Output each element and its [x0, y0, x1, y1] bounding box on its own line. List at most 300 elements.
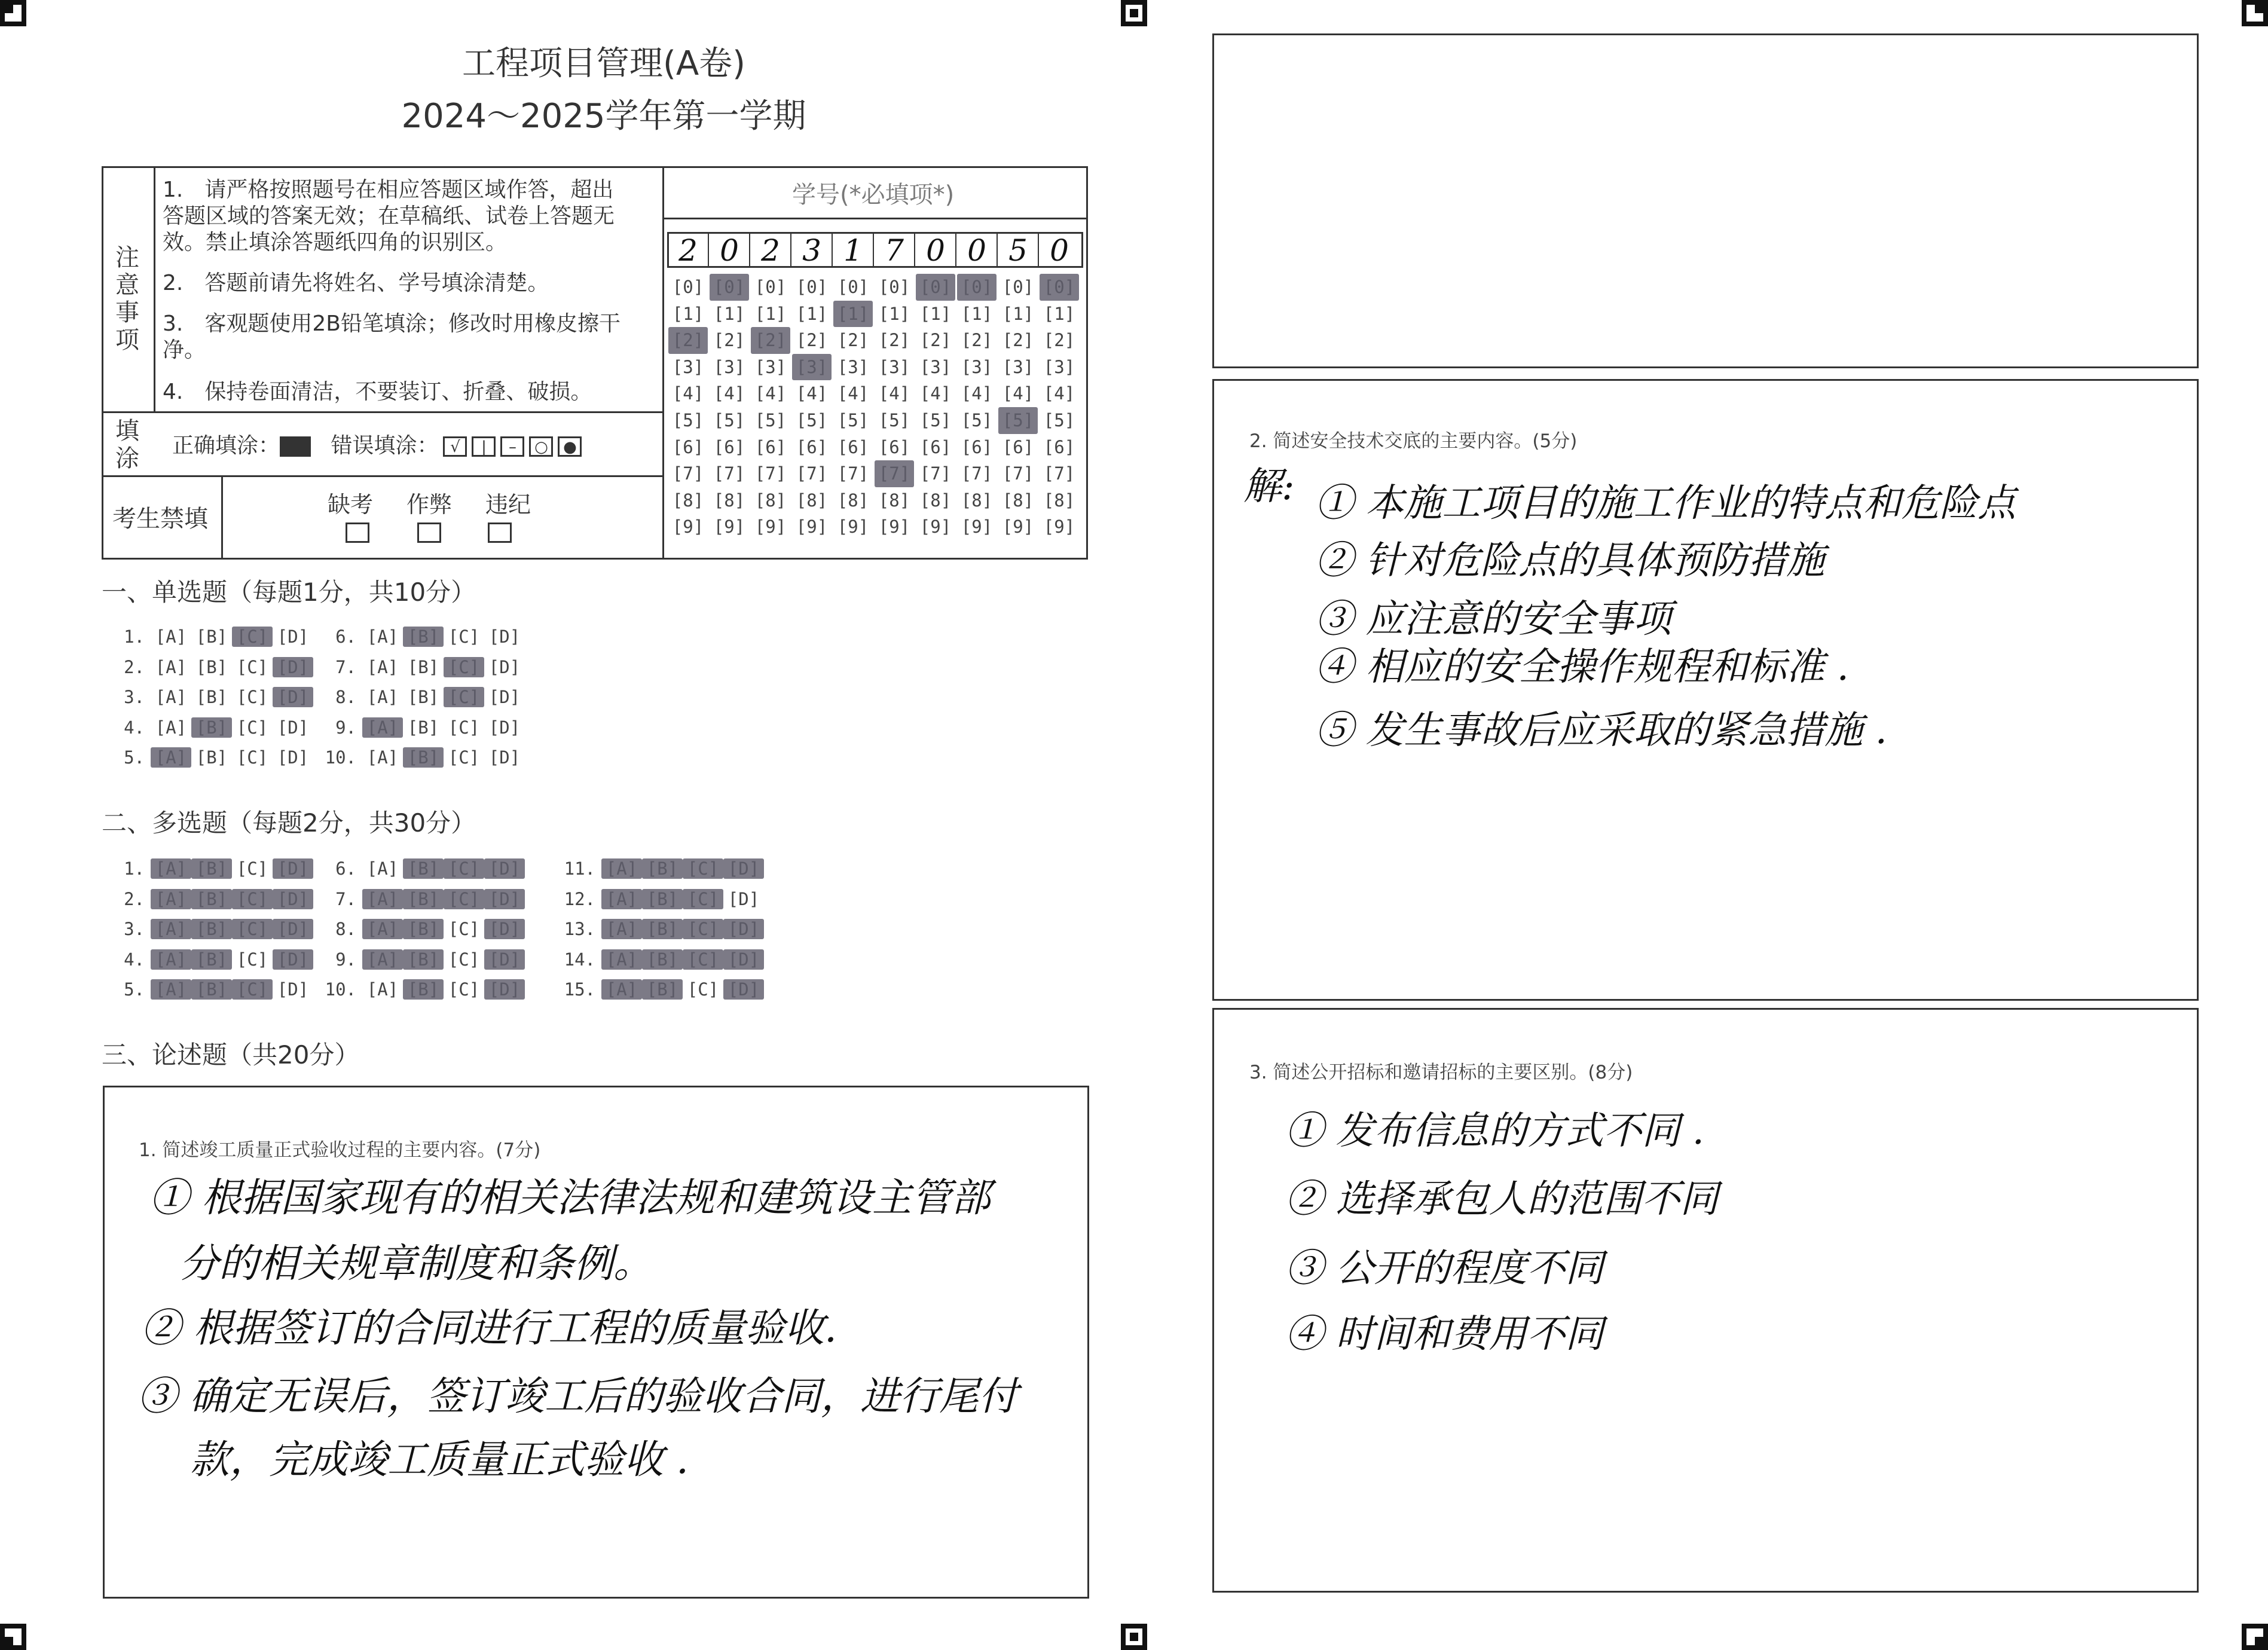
student-id-bubble[interactable]: [6] — [837, 436, 869, 457]
option-bubble[interactable]: [B] — [403, 747, 444, 768]
option-bubble[interactable]: [A] — [601, 949, 642, 970]
student-id-bubble[interactable]: [5] — [998, 407, 1038, 434]
question-row — [111, 919, 313, 939]
question-row — [323, 687, 525, 707]
option-bubble[interactable]: [C] — [683, 919, 723, 939]
option-bubble[interactable]: [B] — [195, 747, 228, 768]
option-bubble[interactable]: [B] — [642, 979, 683, 1000]
option-bubble[interactable]: [A] — [366, 627, 399, 647]
question-number: 6. — [335, 858, 356, 879]
student-id-bubble[interactable]: [4] — [1043, 383, 1075, 404]
student-id-bubble[interactable]: [1] — [919, 303, 952, 324]
student-id-bubble[interactable]: [3] — [672, 356, 704, 377]
student-id-digit: 0 — [916, 233, 956, 268]
student-id-bubble[interactable]: [3] — [754, 356, 787, 377]
option-bubble[interactable]: [A] — [151, 889, 191, 909]
question-number: 6. — [335, 627, 356, 647]
student-id-bubble[interactable]: [3] — [837, 356, 869, 377]
option-bubble[interactable]: [D] — [273, 919, 313, 939]
option-bubble[interactable]: [C] — [448, 717, 480, 738]
corner-marker-tl — [0, 0, 26, 26]
student-id-bubble[interactable]: [2] — [1043, 330, 1075, 351]
option-bubble[interactable]: [B] — [407, 687, 439, 707]
student-id-bubble[interactable]: [8] — [713, 490, 745, 511]
option-bubble[interactable]: [D] — [723, 919, 764, 939]
question-row — [562, 979, 764, 1000]
student-id-bubble[interactable]: [3] — [1002, 356, 1034, 377]
option-bubble[interactable]: [A] — [151, 919, 191, 939]
question-number: 2. — [124, 656, 145, 677]
option-bubble[interactable]: [A] — [362, 717, 403, 738]
option-bubble[interactable]: [B] — [403, 919, 444, 939]
question-number: 15. — [564, 979, 595, 1000]
option-bubble[interactable]: [B] — [195, 687, 228, 707]
student-id-bubble[interactable]: [2] — [713, 330, 745, 351]
student-id-bubble[interactable]: [3] — [961, 356, 993, 377]
student-id-bubble[interactable]: [0] — [1002, 277, 1034, 297]
student-id-digit: 0 — [710, 233, 750, 268]
exam-term: 2024～2025学年第一学期 — [401, 97, 806, 136]
option-bubble[interactable]: [A] — [601, 919, 642, 939]
student-id-bubble[interactable]: [2] — [961, 330, 993, 351]
option-bubble[interactable]: [D] — [488, 687, 521, 707]
question-row — [111, 858, 313, 879]
question-number: 8. — [335, 687, 356, 707]
option-bubble[interactable]: [C] — [236, 656, 268, 677]
single-choice-heading: 一、单选题（每题1分，共10分） — [102, 578, 476, 607]
question-number: 9. — [335, 949, 356, 970]
essay-q2-line-4: ④ 相应的安全操作规程和标准 . — [1315, 645, 1850, 689]
student-id-bubble[interactable]: [4] — [713, 383, 745, 404]
student-id-bubble[interactable]: [7] — [1043, 463, 1075, 484]
option-bubble[interactable]: [D] — [273, 949, 313, 970]
essay-q3-line-2: ② 选择承包人的范围不同 — [1285, 1177, 1719, 1221]
option-bubble[interactable]: [B] — [191, 889, 232, 909]
option-bubble[interactable]: [C] — [232, 979, 273, 1000]
student-id-bubble[interactable]: [2] — [796, 330, 828, 351]
student-id-bubble[interactable]: [5] — [1043, 410, 1075, 430]
student-id-digit: 1 — [833, 233, 874, 268]
student-id-bubble[interactable]: [2] — [837, 330, 869, 351]
essay-q1-line-5: 款，完成竣工质量正式验收 . — [190, 1437, 689, 1483]
option-bubble[interactable]: [A] — [155, 656, 187, 677]
student-id-bubble[interactable]: [3] — [878, 356, 910, 377]
question-number: 10. — [325, 747, 356, 768]
option-bubble[interactable]: [B] — [642, 949, 683, 970]
option-bubble[interactable]: [A] — [366, 687, 399, 707]
option-bubble[interactable]: [C] — [232, 627, 273, 647]
student-id-bubble[interactable]: [1] — [1002, 303, 1034, 324]
option-bubble[interactable]: [D] — [484, 858, 525, 879]
option-bubble[interactable]: [A] — [362, 949, 403, 970]
student-id-bubble-column — [875, 274, 914, 540]
option-bubble[interactable]: [D] — [723, 949, 764, 970]
student-id-bubble[interactable]: [6] — [713, 436, 745, 457]
option-bubble[interactable]: [A] — [155, 687, 187, 707]
student-id-bubble[interactable]: [6] — [919, 436, 952, 457]
corner-marker-bm — [1121, 1624, 1147, 1650]
student-id-bubble[interactable]: [8] — [1043, 490, 1075, 511]
question-number: 1. — [124, 627, 145, 647]
question-number: 3. — [124, 687, 145, 707]
option-bubble[interactable]: [C] — [683, 858, 723, 879]
student-id-bubble[interactable]: [7] — [672, 463, 704, 484]
essay-q3-prompt: 3. 简述公开招标和邀请招标的主要区别。(8分) — [1249, 1062, 1633, 1083]
option-bubble[interactable]: [D] — [488, 747, 521, 768]
student-id-bubble[interactable]: [8] — [672, 490, 704, 511]
option-bubble[interactable]: [C] — [236, 717, 268, 738]
option-bubble[interactable]: [A] — [601, 889, 642, 909]
student-id-bubble[interactable]: [3] — [792, 354, 832, 381]
question-number: 1. — [124, 858, 145, 879]
student-id-bubble[interactable]: [7] — [713, 463, 745, 484]
essay-q1-line-4: ③ 确定无误后，签订竣工后的验收合同，进行尾付 — [137, 1373, 1018, 1419]
student-id-bubble-column — [668, 274, 708, 540]
student-id-bubble[interactable]: [4] — [796, 383, 828, 404]
student-id-bubble[interactable]: [0] — [710, 274, 749, 301]
student-id-bubble[interactable]: [4] — [919, 383, 952, 404]
student-id-bubble[interactable]: [1] — [713, 303, 745, 324]
wrong-dot-icon: ● — [558, 436, 582, 457]
absent-checkbox[interactable] — [346, 522, 369, 543]
fill-correct-sample — [280, 436, 311, 457]
wrong-circle-icon: ○ — [529, 436, 553, 457]
student-id-bubble[interactable]: [7] — [875, 460, 914, 487]
student-id-bubble[interactable]: [0] — [878, 277, 910, 297]
option-bubble[interactable]: [B] — [195, 656, 228, 677]
student-id-bubble[interactable]: [0] — [957, 274, 997, 301]
option-bubble[interactable]: [D] — [277, 979, 309, 1000]
question-row — [111, 717, 313, 738]
corner-marker-tm — [1121, 0, 1147, 26]
question-number: 10. — [325, 979, 356, 1000]
option-bubble[interactable]: [A] — [366, 656, 399, 677]
student-id-bubble[interactable]: [9] — [837, 517, 869, 537]
option-bubble[interactable]: [B] — [191, 717, 232, 738]
option-bubble[interactable]: [D] — [277, 747, 309, 768]
question-row — [111, 949, 313, 970]
multi-choice-heading: 二、多选题（每题2分，共30分） — [102, 808, 476, 838]
option-bubble[interactable]: [C] — [683, 949, 723, 970]
question-number: 4. — [124, 717, 145, 738]
option-bubble[interactable]: [D] — [723, 979, 764, 1000]
wrong-bar-icon: | — [472, 436, 496, 457]
fill-correct-label: 正确填涂： — [172, 433, 280, 458]
student-id-bubble[interactable]: [4] — [878, 383, 910, 404]
student-id-bubble[interactable]: [5] — [878, 410, 910, 430]
student-id-bubble[interactable]: [8] — [961, 490, 993, 511]
option-bubble[interactable]: [A] — [151, 979, 191, 1000]
option-bubble[interactable]: [A] — [366, 858, 399, 879]
option-bubble[interactable]: [C] — [444, 687, 484, 707]
student-id-digit: 2 — [751, 233, 791, 268]
student-id-bubble[interactable]: [6] — [672, 436, 704, 457]
option-bubble[interactable]: [A] — [362, 919, 403, 939]
question-row — [111, 747, 313, 768]
essay-q1-line-3: ② 根据签订的合同进行工程的质量验收. — [141, 1305, 837, 1351]
student-id-bubble[interactable]: [0] — [754, 277, 787, 297]
option-bubble[interactable]: [C] — [236, 858, 268, 879]
student-id-label: 学号(*必填项*) — [792, 181, 955, 209]
student-id-bubble[interactable]: [5] — [837, 410, 869, 430]
student-id-bubble-column — [1040, 274, 1079, 540]
student-id-bubble[interactable]: [1] — [796, 303, 828, 324]
essay-q3-box — [1212, 1008, 2199, 1593]
student-id-bubble[interactable]: [5] — [796, 410, 828, 430]
student-id-bubble[interactable]: [9] — [672, 517, 704, 537]
essay-q2-prompt: 2. 简述安全技术交底的主要内容。(5分) — [1249, 430, 1578, 452]
option-bubble[interactable]: [B] — [191, 949, 232, 970]
option-bubble[interactable]: [B] — [403, 979, 444, 1000]
option-bubble[interactable]: [A] — [151, 747, 191, 768]
student-id-bubble[interactable]: [8] — [919, 490, 952, 511]
student-id-bubble[interactable]: [4] — [754, 383, 787, 404]
student-id-bubble[interactable]: [1] — [961, 303, 993, 324]
student-id-digit: 2 — [668, 233, 709, 268]
question-row — [323, 627, 525, 647]
option-bubble[interactable]: [B] — [195, 627, 228, 647]
student-id-bubble[interactable]: [9] — [878, 517, 910, 537]
option-bubble[interactable]: [B] — [642, 858, 683, 879]
option-bubble[interactable]: [C] — [448, 919, 480, 939]
question-number: 3. — [124, 919, 145, 939]
question-number: 7. — [335, 656, 356, 677]
notice-item-1: 1. 请严格按照题号在相应答题区域作答，超出答题区域的答案无效；在草稿纸、试卷上答题无效。禁止填涂答题纸四角的识别区。 — [163, 178, 615, 255]
student-id-bubble[interactable]: [3] — [713, 356, 745, 377]
option-bubble[interactable]: [C] — [448, 979, 480, 1000]
student-id-bubble[interactable]: [2] — [919, 330, 952, 351]
option-bubble[interactable]: [A] — [155, 627, 187, 647]
student-id-bubble[interactable]: [8] — [878, 490, 910, 511]
student-id-bubble[interactable]: [5] — [919, 410, 952, 430]
student-id-bubble[interactable]: [9] — [1043, 517, 1075, 537]
notice-item-3: 3. 客观题使用2B铅笔填涂；修改时用橡皮擦干净。 — [163, 311, 621, 362]
option-bubble[interactable]: [D] — [488, 627, 521, 647]
student-id-bubble[interactable]: [1] — [878, 303, 910, 324]
question-row — [323, 657, 525, 677]
student-id-bubble[interactable]: [6] — [1002, 436, 1034, 457]
essay-q1-line-2: 分的相关规章制度和条例。 — [179, 1240, 653, 1287]
option-bubble[interactable]: [A] — [155, 717, 187, 738]
fill-correct-row — [172, 433, 582, 459]
option-bubble[interactable]: [D] — [277, 627, 309, 647]
student-id-bubble-column — [916, 274, 955, 540]
student-id-digit: 0 — [957, 233, 998, 268]
cheating-checkbox[interactable] — [417, 522, 441, 543]
student-id-bubble[interactable]: [5] — [754, 410, 787, 430]
student-id-bubble[interactable]: [8] — [1002, 490, 1034, 511]
option-bubble[interactable]: [B] — [191, 858, 232, 879]
option-bubble[interactable]: [C] — [683, 889, 723, 909]
student-id-bubble[interactable]: [9] — [961, 517, 993, 537]
option-bubble[interactable]: [C] — [236, 687, 268, 707]
essay-q3-line-4: ④ 时间和费用不同 — [1285, 1312, 1604, 1356]
option-bubble[interactable]: [C] — [448, 747, 480, 768]
option-bubble[interactable]: [C] — [448, 627, 480, 647]
question-row — [562, 858, 764, 879]
student-id-bubble[interactable]: [4] — [961, 383, 993, 404]
notice-item-2: 2. 答题前请先将姓名、学号填涂清楚。 — [163, 271, 549, 295]
option-bubble[interactable]: [D] — [484, 949, 525, 970]
option-bubble[interactable]: [A] — [151, 949, 191, 970]
option-bubble[interactable]: [B] — [403, 949, 444, 970]
student-id-bubble[interactable]: [4] — [1002, 383, 1034, 404]
option-bubble[interactable]: [C] — [444, 889, 484, 909]
question-row — [111, 627, 313, 647]
student-id-bubble[interactable]: [8] — [837, 490, 869, 511]
student-id-bubble[interactable]: [7] — [1002, 463, 1034, 484]
student-id-bubble[interactable]: [8] — [754, 490, 787, 511]
student-id-digit: 5 — [998, 233, 1039, 268]
option-bubble[interactable]: [B] — [403, 627, 444, 647]
option-bubble[interactable]: [D] — [273, 889, 313, 909]
option-bubble[interactable]: [A] — [366, 747, 399, 768]
student-id-bubble[interactable]: [5] — [672, 410, 704, 430]
question-row — [323, 919, 525, 939]
option-bubble[interactable]: [B] — [407, 717, 439, 738]
option-bubble[interactable]: [C] — [444, 657, 484, 677]
student-id-bubble[interactable]: [6] — [796, 436, 828, 457]
option-bubble[interactable]: [D] — [484, 889, 525, 909]
student-id-bubble[interactable]: [1] — [833, 301, 873, 328]
student-id-bubble-column — [751, 274, 790, 540]
option-bubble[interactable]: [D] — [728, 888, 760, 909]
option-bubble[interactable]: [C] — [236, 949, 268, 970]
corner-marker-tr — [2242, 0, 2268, 26]
option-bubble[interactable]: [B] — [642, 889, 683, 909]
student-id-bubble[interactable]: [6] — [878, 436, 910, 457]
student-id-bubble-column — [957, 274, 997, 540]
option-bubble[interactable]: [C] — [448, 949, 480, 970]
option-bubble[interactable]: [C] — [232, 919, 273, 939]
student-id-bubble[interactable]: [2] — [1002, 330, 1034, 351]
student-id-bubble[interactable]: [7] — [754, 463, 787, 484]
student-id-bubble[interactable]: [9] — [796, 517, 828, 537]
student-id-bubble-column — [792, 274, 832, 540]
student-id-bubble[interactable]: [4] — [837, 383, 869, 404]
option-bubble[interactable]: [A] — [601, 979, 642, 1000]
wrong-dash-icon: – — [500, 436, 524, 457]
student-id-bubble[interactable]: [7] — [919, 463, 952, 484]
question-number: 11. — [564, 858, 595, 879]
option-bubble[interactable]: [D] — [723, 858, 764, 879]
right-top-blank-box — [1212, 33, 2199, 368]
student-id-bubble[interactable]: [6] — [961, 436, 993, 457]
student-id-bubble-column — [710, 274, 749, 540]
student-id-bubble[interactable]: [0] — [1040, 274, 1079, 301]
notice-label: 注意事项 — [115, 244, 139, 354]
student-id-bubble-column — [833, 274, 873, 540]
student-id-bubble[interactable]: [7] — [796, 463, 828, 484]
question-number: 9. — [335, 717, 356, 738]
student-id-bubble[interactable]: [7] — [961, 463, 993, 484]
fill-label: 填涂 — [115, 417, 139, 472]
student-id-bubble[interactable]: [9] — [1002, 517, 1034, 537]
essay-q1-prompt: 1. 简述竣工质量正式验收过程的主要内容。(7分) — [139, 1139, 541, 1161]
essay-q1-line-1: ① 根据国家现有的相关法律法规和建筑设主管部 — [149, 1175, 991, 1221]
option-bubble[interactable]: [D] — [488, 656, 521, 677]
option-bubble[interactable]: [B] — [403, 858, 444, 879]
student-id-bubble[interactable]: [0] — [672, 277, 704, 297]
student-id-bubble[interactable]: [1] — [1043, 303, 1075, 324]
option-bubble[interactable]: [B] — [191, 919, 232, 939]
student-id-bubble[interactable]: [9] — [754, 517, 787, 537]
option-bubble[interactable]: [C] — [232, 889, 273, 909]
option-bubble[interactable]: [B] — [403, 889, 444, 909]
student-id-digit: 0 — [1050, 233, 1069, 268]
option-bubble[interactable]: [D] — [488, 717, 521, 738]
student-id-bubble[interactable]: [4] — [672, 383, 704, 404]
option-bubble[interactable]: [A] — [366, 979, 399, 1000]
question-number: 7. — [335, 888, 356, 909]
option-bubble[interactable]: [A] — [151, 858, 191, 879]
option-bubble[interactable]: [D] — [273, 858, 313, 879]
option-bubble[interactable]: [C] — [444, 858, 484, 879]
option-bubble[interactable]: [A] — [601, 858, 642, 879]
restricted-absent: 缺考 — [328, 491, 373, 544]
essay-q3-line-1: ① 发布信息的方式不同 . — [1285, 1109, 1705, 1153]
student-id-bubble[interactable]: [7] — [837, 463, 869, 484]
restricted-violation: 违纪 — [485, 491, 531, 544]
student-id-bubble[interactable]: [2] — [878, 330, 910, 351]
question-row — [323, 979, 525, 1000]
question-number: 12. — [564, 888, 595, 909]
restricted-cheating: 作弊 — [406, 491, 452, 544]
student-id-bubble[interactable]: [8] — [796, 490, 828, 511]
question-row — [562, 949, 764, 970]
restricted-label: 考生禁填 — [112, 505, 208, 533]
student-id-bubble[interactable]: [1] — [672, 303, 704, 324]
student-id-bubble[interactable]: [5] — [713, 410, 745, 430]
option-bubble[interactable]: [A] — [362, 889, 403, 909]
option-bubble[interactable]: [D] — [484, 979, 525, 1000]
exam-title: 工程项目管理(A卷) — [461, 44, 745, 83]
student-id-bubble[interactable]: [3] — [919, 356, 952, 377]
student-id-bubble[interactable]: [9] — [919, 517, 952, 537]
student-id-bubble[interactable]: [6] — [1043, 436, 1075, 457]
student-id-bubble[interactable]: [3] — [1043, 356, 1075, 377]
essay-heading: 三、论述题（共20分） — [102, 1040, 360, 1070]
option-bubble[interactable]: [D] — [484, 919, 525, 939]
student-id-bubble[interactable]: [6] — [754, 436, 787, 457]
question-row — [111, 889, 313, 909]
student-id-bubble[interactable]: [9] — [713, 517, 745, 537]
student-id-bubble[interactable]: [0] — [837, 277, 869, 297]
option-bubble[interactable]: [B] — [191, 979, 232, 1000]
notice-item-4: 4. 保持卷面清洁，不要装订、折叠、破损。 — [163, 380, 592, 404]
option-bubble[interactable]: [D] — [273, 687, 313, 707]
question-row — [111, 979, 313, 1000]
student-id-bubble-column — [998, 274, 1038, 540]
student-id-bubble[interactable]: [1] — [754, 303, 787, 324]
option-bubble[interactable]: [C] — [687, 979, 719, 1000]
question-row — [562, 919, 764, 939]
option-bubble[interactable]: [D] — [273, 657, 313, 677]
essay-q2-line-1: ① 本施工项目的施工作业的特点和危险点 — [1315, 481, 2016, 525]
option-bubble[interactable]: [C] — [236, 747, 268, 768]
option-bubble[interactable]: [D] — [277, 717, 309, 738]
question-number: 14. — [564, 949, 595, 970]
student-id-bubble[interactable]: [2] — [668, 327, 708, 354]
option-bubble[interactable]: [B] — [407, 656, 439, 677]
student-id-bubble[interactable]: [0] — [916, 274, 955, 301]
option-bubble[interactable]: [B] — [642, 919, 683, 939]
student-id-bubble[interactable]: [2] — [751, 327, 790, 354]
student-id-bubble[interactable]: [0] — [796, 277, 828, 297]
violation-checkbox[interactable] — [488, 522, 512, 543]
student-id-bubble[interactable]: [5] — [961, 410, 993, 430]
question-row — [111, 657, 313, 677]
